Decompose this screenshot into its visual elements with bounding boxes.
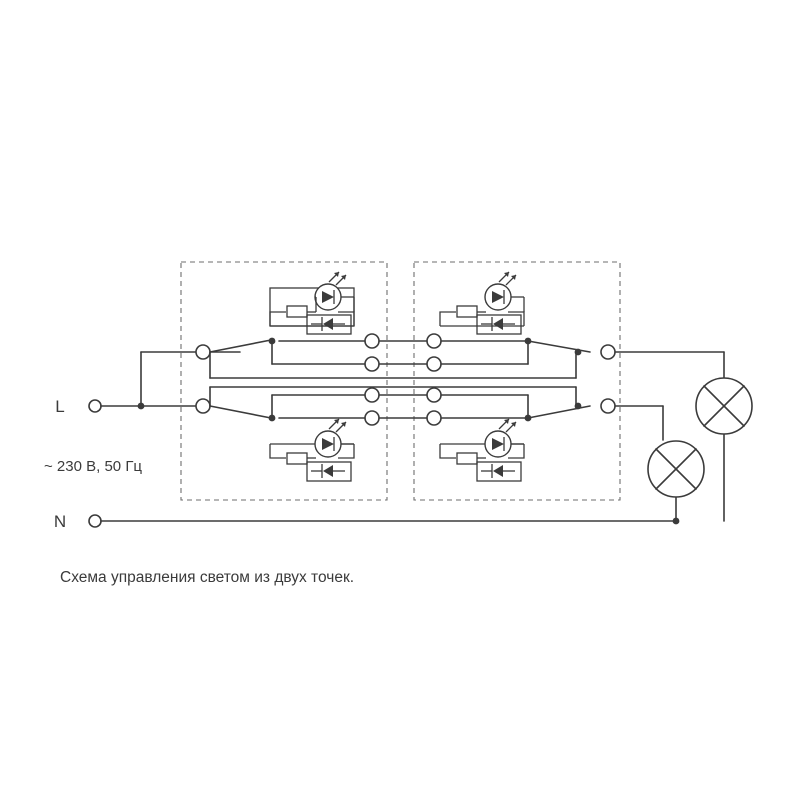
traveler-wires — [210, 341, 576, 418]
switch-right-upper — [427, 334, 615, 371]
led-indicator-right-bottom — [440, 419, 524, 481]
lamp-2 — [648, 441, 704, 497]
led-indicator-left-top — [270, 272, 354, 334]
label-line: L — [55, 397, 65, 416]
switch-box-left — [181, 262, 387, 500]
led-indicator-right-top — [440, 272, 524, 334]
line-conductor — [89, 352, 196, 412]
led-indicator-left-bottom — [270, 419, 354, 481]
switch-left-lower — [196, 388, 379, 425]
switch-left-upper — [196, 334, 379, 371]
label-neutral: N — [53, 512, 67, 531]
neutral-conductor — [89, 515, 679, 527]
label-supply: ~ 230 В, 50 Гц — [44, 458, 143, 475]
switch-box-right — [414, 262, 620, 500]
diagram-caption: Схема управления светом из двух точек. — [60, 569, 355, 586]
switch-right-lower — [427, 388, 615, 425]
lamp-1 — [696, 378, 752, 434]
